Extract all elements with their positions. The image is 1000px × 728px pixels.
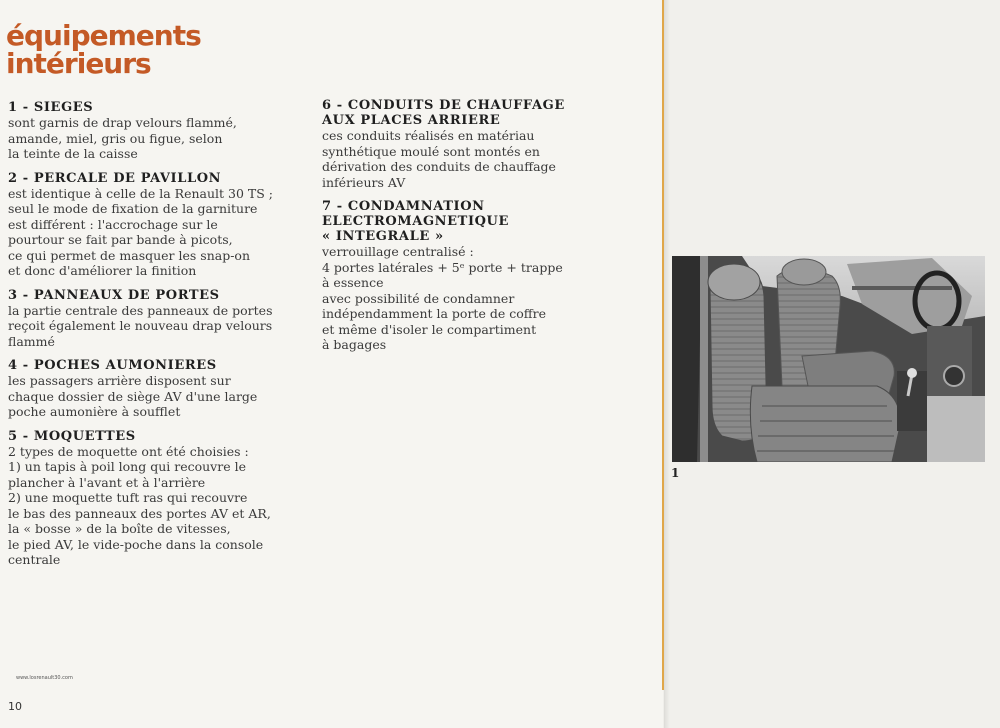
page-number: 10 [8, 700, 22, 713]
page-fold-shadow [664, 0, 670, 728]
section-title-line: 1 - SIEGES [8, 100, 94, 115]
section-title [322, 199, 612, 244]
body-line: ce qui permet de masquer les snap-on [8, 247, 251, 263]
body-line: chaque dossier de siège AV d'une large [8, 388, 258, 404]
section-title-line: 4 - POCHES AUMONIERES [8, 358, 217, 373]
photo-caption: 1 [671, 466, 680, 480]
body-line: flammé [8, 333, 55, 349]
section-condamnation-electromagnetique [322, 199, 612, 353]
body-line: 4 portes latérales + 5ᵉ porte + trappe [322, 259, 563, 275]
body-line: reçoit également le nouveau drap velours [8, 318, 273, 333]
section-title-line: 3 - PANNEAUX DE PORTES [8, 287, 220, 303]
body-line: 1) un tapis à poil long qui recouvre le [8, 459, 246, 474]
body-line: et donc d'améliorer la finition [8, 263, 197, 278]
body-line: le bas des panneaux des portes AV et AR, [8, 505, 271, 521]
body-line: la partie centrale des panneaux de portes [8, 302, 273, 318]
body-line: plancher à l'avant et à l'arrière [8, 474, 206, 490]
body-line: amande, miel, gris ou figue, selon [8, 130, 223, 146]
body-line: inférieurs AV [322, 174, 406, 190]
left-column [8, 100, 308, 577]
body-line: la teinte de la caisse [8, 146, 138, 161]
section-body [8, 444, 308, 568]
page-title [6, 19, 201, 80]
section-panneaux-de-portes [8, 288, 308, 350]
body-line: avec possibilité de condamner [322, 290, 515, 306]
body-line: dérivation des conduits de chauffage [322, 159, 556, 174]
section-body [8, 303, 308, 350]
section-sieges [8, 100, 308, 162]
page-title-line-1: équipements [6, 19, 201, 52]
section-title [8, 171, 308, 186]
section-body [8, 373, 308, 420]
section-title [8, 358, 308, 373]
section-body [322, 244, 612, 353]
source-url: www.losrenault30.com [16, 675, 73, 681]
page-title-line-2: intérieurs [6, 47, 151, 80]
body-line: est identique à celle de la Renault 30 TS ; [8, 185, 274, 201]
car-interior-photo [672, 256, 985, 462]
body-line: le pied AV, le vide-poche dans la console [8, 536, 264, 552]
body-line: est différent : l'accrochage sur le [8, 216, 218, 232]
section-body [322, 128, 612, 190]
body-line: à essence [322, 275, 384, 290]
section-title-line: 6 - CONDUITS DE CHAUFFAGE [322, 98, 565, 113]
middle-column [322, 98, 612, 362]
car-seats-illustration [672, 256, 985, 462]
section-title-line: ELECTROMAGNETIQUE [322, 214, 510, 229]
body-line: synthétique moulé sont montés en [322, 143, 540, 159]
body-line: 2) une moquette tuft ras qui recouvre [8, 490, 248, 505]
body-line: seul le mode de fixation de la garniture [8, 201, 258, 216]
section-title-line: 7 - CONDAMNATION [322, 199, 485, 214]
body-line: centrale [8, 552, 61, 567]
section-conduits-de-chauffage [322, 98, 612, 190]
section-title [8, 288, 308, 303]
section-title-line: 2 - PERCALE DE PAVILLON [8, 170, 222, 186]
section-percale-de-pavillon [8, 171, 308, 279]
body-line: ces conduits réalisés en matériau [322, 128, 535, 143]
body-line: poche aumonière à soufflet [8, 404, 181, 419]
section-body [8, 186, 308, 279]
body-line: à bagages [322, 337, 387, 352]
body-line: verrouillage centralisé : [322, 244, 474, 259]
section-title [8, 100, 308, 115]
section-poches-aumonieres [8, 358, 308, 420]
section-title [8, 429, 308, 444]
body-line: la « bosse » de la boîte de vitesses, [8, 521, 231, 536]
section-body [8, 115, 308, 162]
section-title-line: « INTEGRALE » [322, 229, 444, 244]
body-line: et même d'isoler le compartiment [322, 321, 537, 337]
body-line: indépendamment la porte de coffre [322, 306, 546, 321]
section-moquettes [8, 429, 308, 568]
body-line: 2 types de moquette ont été choisies : [8, 443, 249, 459]
section-title-line: 5 - MOQUETTES [8, 428, 136, 444]
section-title [322, 98, 612, 128]
body-line: sont garnis de drap velours flammé, [8, 115, 237, 130]
body-line: les passagers arrière disposent sur [8, 373, 231, 388]
section-title-line: AUX PLACES ARRIERE [322, 113, 501, 128]
body-line: pourtour se fait par bande à picots, [8, 232, 233, 247]
